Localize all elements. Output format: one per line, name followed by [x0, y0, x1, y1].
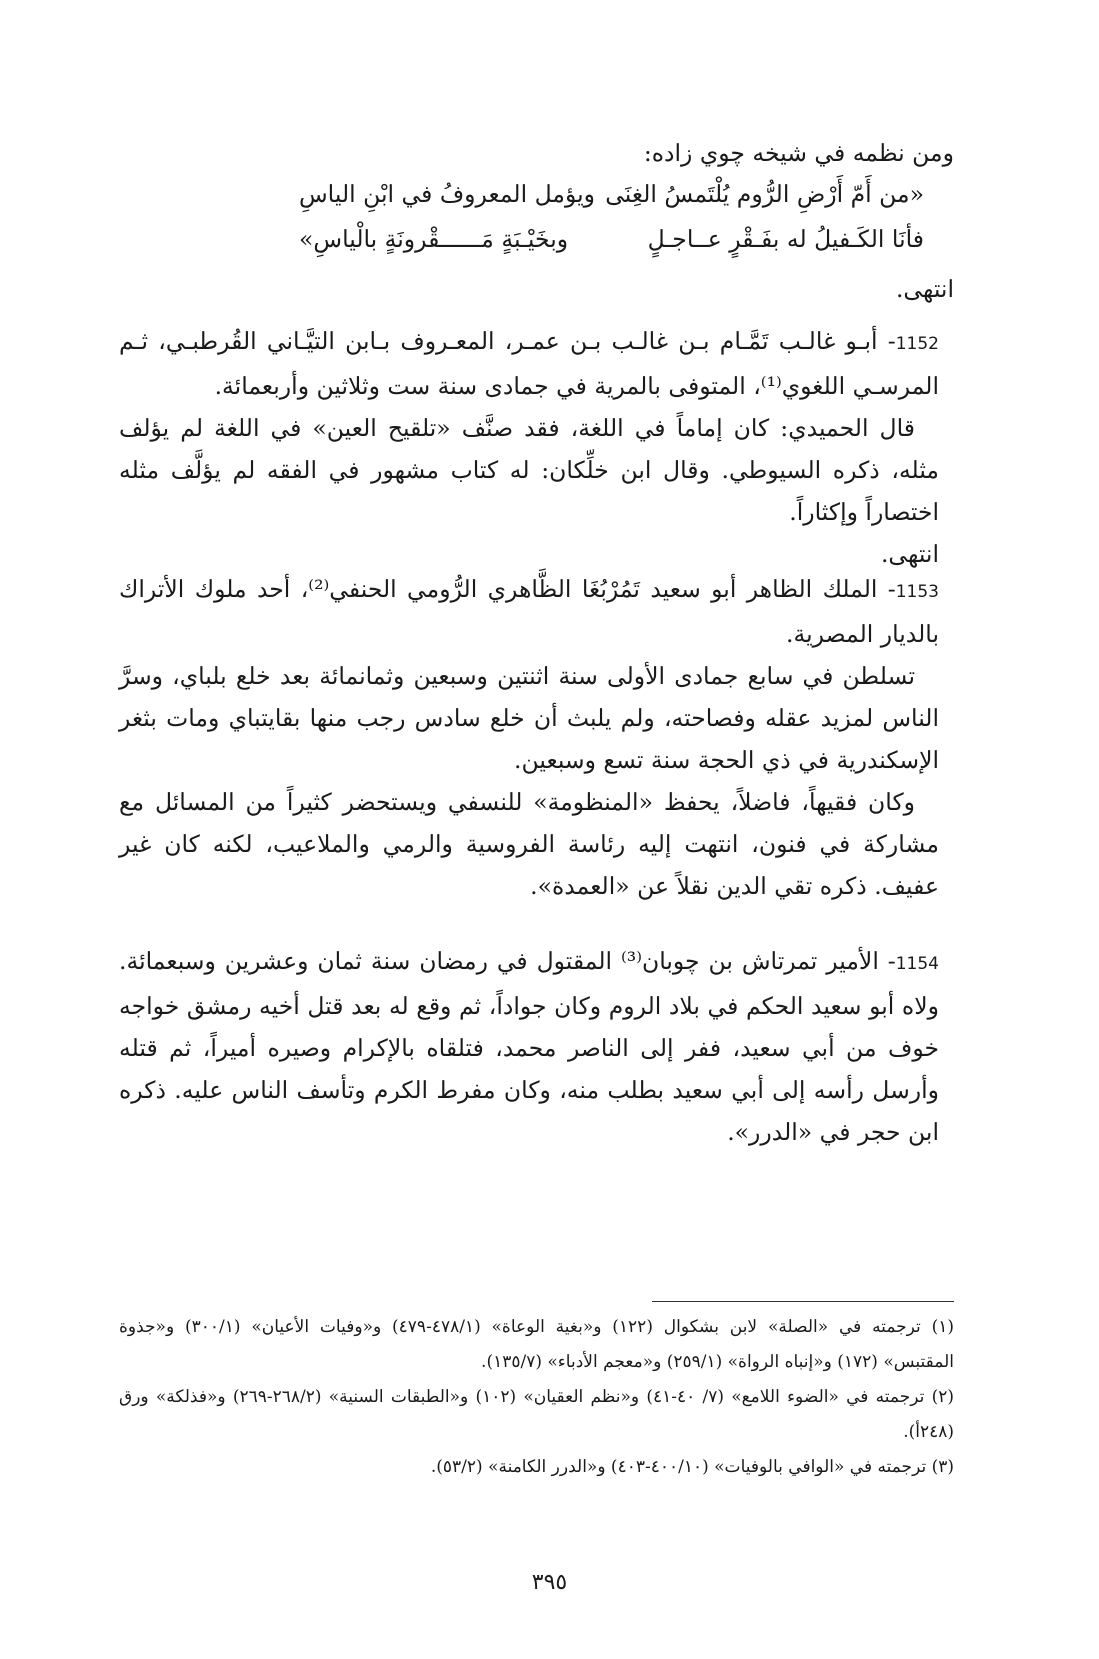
verse-2-right-hemistich: فأنَا الكَـفيلُ له بفَـقْرٍ عــاجـلٍ	[647, 225, 924, 253]
entry-1152	[119, 320, 939, 575]
footnote-3: (٣) ترجمته في «الوافي بالوفيات» (٤٠٠/١٠-٤٠٣) و«الدرر الكامنة» (٥٣/٢).	[430, 1457, 954, 1477]
entry-first-paragraph: - أبـو غالـب تَمَّـام بـن غالـب بـن عمـر، المعـروف بـابن التيَّـاني القُرطبـي، ثـم المرسـي اللغوي⁽¹⁾، المتوفى بالمرية في جمادى سنة ست وثلاثين وأربعمائة.	[119, 327, 939, 400]
entry-heading	[119, 568, 939, 655]
entry-heading	[119, 940, 939, 1153]
verse-1-right-hemistich: «من أَمّ أَرْضِ الرُّوم يُلْتَمسُ الغِنَى	[605, 180, 924, 208]
poem-end-marker: انتهى.	[895, 275, 954, 303]
page-number: ٣٩٥	[531, 1570, 568, 1595]
entry-first-paragraph: - الأمير تمرتاش بن چوبان⁽³⁾ المقتول في رمضان سنة ثمان وعشرين وسبعمائة. ولاه أبو سعيد الحكم في بلاد الروم وكان جواداً، ثم وقع له بعد قتل أخيه رمشق خواجه خوف من أبي سعيد، ففر إلى الناصر محمد، فتلقاه بالإكرام وصيره أميراً، ثم قتله وأرسل رأسه إلى أبي سعيد بطلب منه، وكان مفرط الكرم وتأسف الناس عليه. ذكره ابن حجر في «الدرر».	[119, 947, 939, 1146]
entry-paragraph: قال الحميدي: كان إماماً في اللغة، فقد صنَّف «تلقيح العين» في اللغة لم يؤلف مثله، ذكره السيوطي. وقال ابن خلِّكان: له كتاب مشهور في الفقه لم يؤلَّف مثله اختصاراً وإكثاراً.	[119, 414, 939, 526]
poem-section	[119, 132, 954, 302]
entry-paragraph: تسلطن في سابع جمادى الأولى سنة اثنتين وسبعين وثمانمائة بعد خلع بلباي، وسرَّ الناس لمزيد عقله وفصاحته، ولم يلبث أن خلع سادس رجب منها بقايتباي ومات بثغر الإسكندرية في ذي الحجة سنة تسع وسبعين.	[119, 662, 939, 774]
footnote-2: (٢) ترجمته في «الضوء اللامع» (٧/ ٤٠-٤١) و«نظم العقيان» (١٠٢) و«الطبقات السنية» (٢٦٨/٢-٢٦٩) و«فذلكة» ورق (٢٤٨أ).	[119, 1387, 954, 1442]
footnote-separator	[652, 1301, 954, 1302]
entry-heading	[119, 320, 939, 407]
entry-number: 1152	[895, 334, 939, 354]
entry-1154	[119, 940, 939, 1153]
entry-number: 1154	[895, 954, 939, 974]
entry-first-paragraph: - الملك الظاهر أبو سعيد تَمُرْبُغَا الظَّاهري الرُّومي الحنفي⁽²⁾، أحد ملوك الأتراك بالديار المصرية.	[119, 575, 939, 648]
verse-1-left-hemistich: ويؤمل المعروفُ في ابْنِ الياسِ	[299, 180, 595, 208]
poem-intro-line: ومن نظمه في شيخه چوي زاده:	[643, 139, 954, 167]
verse-2-left-hemistich: وبخَيْـبَةٍ مَــــــقْرونَةٍ بالْياسِ»	[299, 225, 569, 253]
entry-1153	[119, 568, 939, 907]
footnote-1: (١) ترجمته في «الصلة» لابن بشكوال (١٢٢) و«بغية الوعاة» (٤٧٨/١-٤٧٩) و«وفيات الأعيان» (٣٠٠/١) و«جذوة المقتبس» (١٧٢) و«إنباه الرواة» (٢٥٩/١) و«معجم الأدباء» (١٣٥/٧).	[119, 1317, 955, 1372]
entry-end-marker: انتهى.	[880, 540, 939, 568]
footnotes	[119, 1310, 954, 1485]
entry-paragraph: وكان فقيهاً، فاضلاً، يحفظ «المنظومة» للنسفي ويستحضر كثيراً من المسائل مع مشاركة في فنون، انتهت إليه رئاسة الفروسية والرمي والملاعيب، لكنه كان غير عفيف. ذكره تقي الدين نقلاً عن «العمدة».	[119, 788, 939, 900]
entry-number: 1153	[895, 582, 939, 602]
